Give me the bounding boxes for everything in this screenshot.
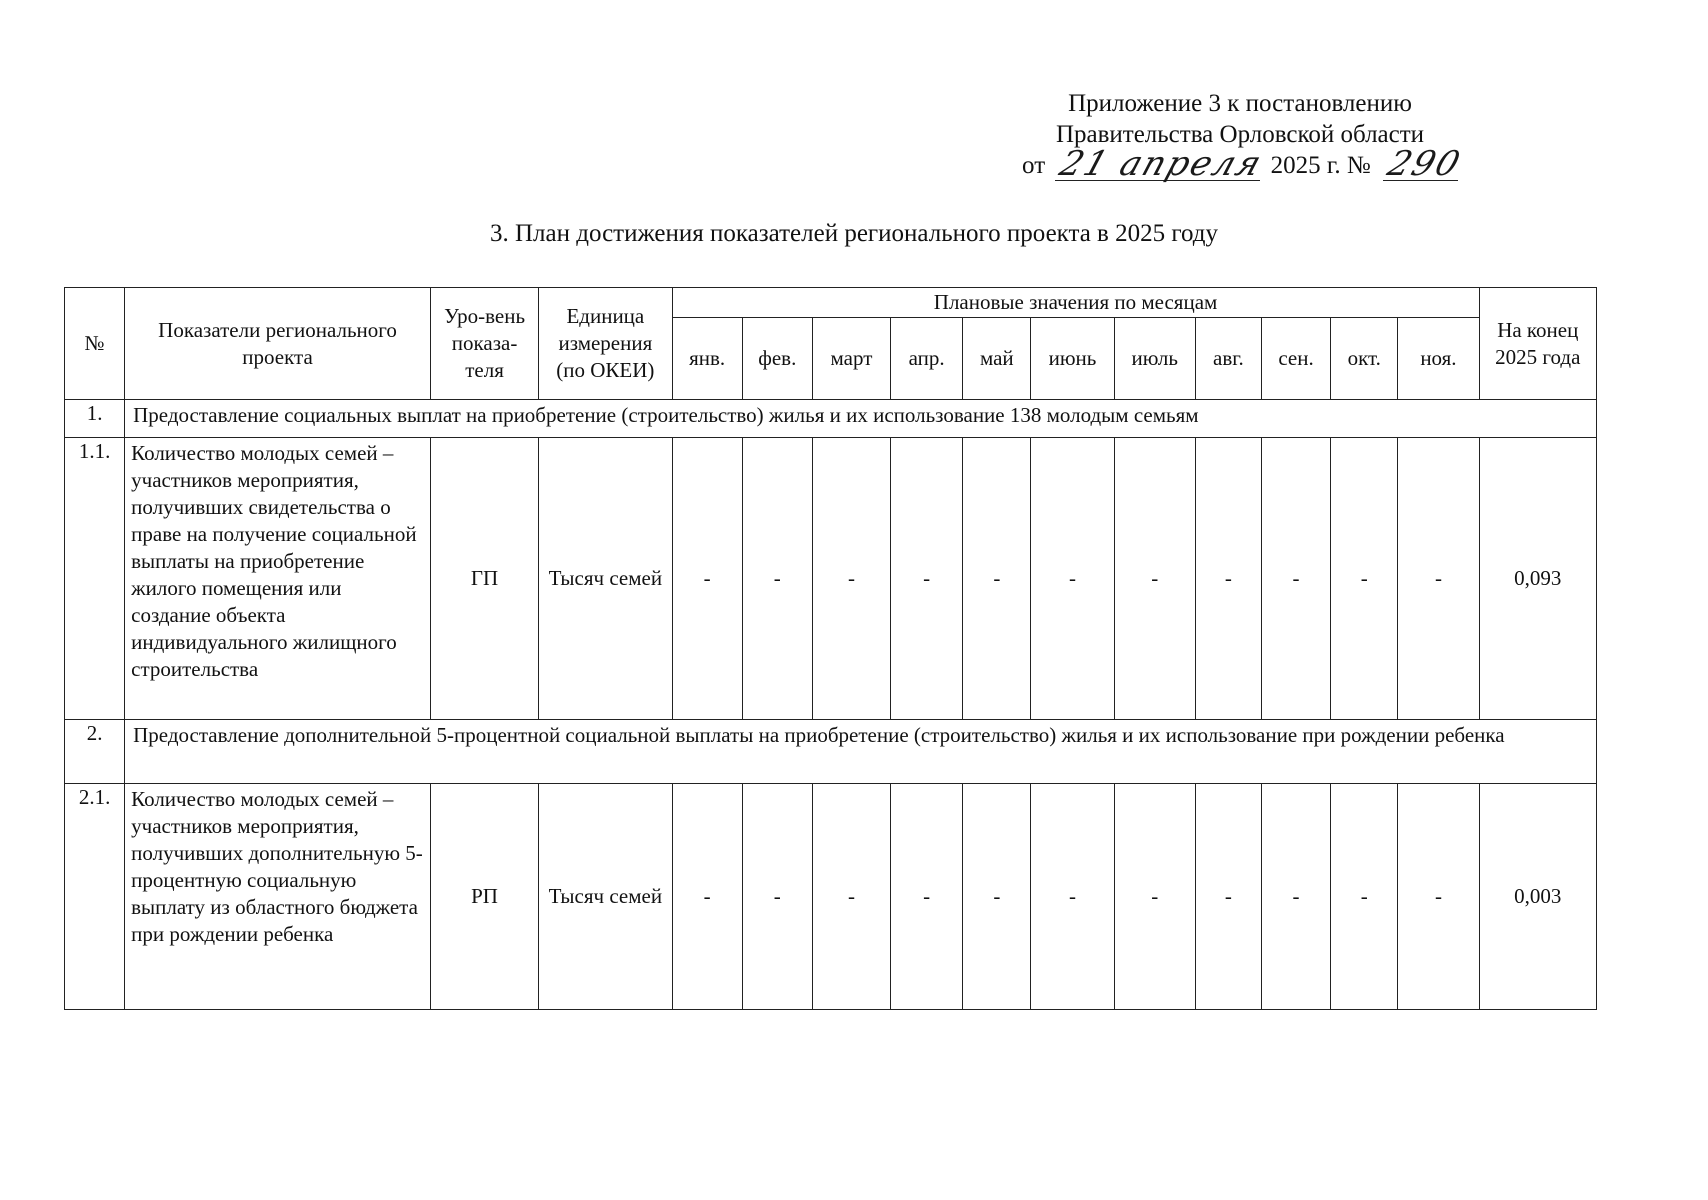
month-header: ноя. — [1398, 318, 1479, 400]
section-title: Предоставление дополнительной 5-процентной социальной выплаты на приобретение (строительство) жилья и их использование при рождении ребенка — [125, 720, 1597, 784]
document-header — [1000, 88, 1480, 184]
month-header: фев. — [742, 318, 812, 400]
month-header: апр. — [891, 318, 963, 400]
month-value: - — [1195, 438, 1261, 720]
month-value: - — [963, 438, 1031, 720]
month-header: май — [963, 318, 1031, 400]
header-end-year: На конец 2025 года — [1479, 288, 1596, 400]
section-row — [65, 400, 1597, 438]
year-text: 2025 г. № — [1270, 152, 1371, 179]
row-num: 2.1. — [65, 784, 125, 1010]
header-level: Уро-вень показа-теля — [430, 288, 538, 400]
month-header: авг. — [1195, 318, 1261, 400]
section-title: Предоставление социальных выплат на приобретение (строительство) жилья и их использование 138 молодым семьям — [125, 400, 1597, 438]
row-num: 1.1. — [65, 438, 125, 720]
month-value: - — [1331, 438, 1398, 720]
month-value: - — [672, 438, 742, 720]
header-indicator: Показатели регионального проекта — [125, 288, 431, 400]
indicator-name: Количество молодых семей – участников мероприятия, получивших свидетельства о праве на получение социальной выплаты на приобретение жилого помещения или создание объекта индивидуального жилищного строительства — [125, 438, 431, 720]
table-row — [65, 438, 1597, 720]
month-value: - — [742, 438, 812, 720]
document-title: 3. План достижения показателей регионального проекта в 2025 году — [489, 220, 1218, 247]
indicator-name: Количество молодых семей – участников мероприятия, получивших дополнительную 5-процентную социальную выплату из областного бюджета при рождении ребенка — [125, 784, 431, 1010]
header-unit: Единица измерения (по ОКЕИ) — [539, 288, 672, 400]
table-row — [65, 784, 1597, 1010]
month-value: - — [1195, 784, 1261, 1010]
header-line-3 — [1000, 144, 1480, 184]
number-field — [1382, 144, 1467, 184]
month-header: июнь — [1031, 318, 1114, 400]
section-row — [65, 720, 1597, 784]
month-header: сен. — [1261, 318, 1330, 400]
handwritten-date: 21 апреля — [1055, 144, 1269, 184]
month-value: - — [891, 784, 963, 1010]
month-header: янв. — [672, 318, 742, 400]
month-value: - — [1031, 438, 1114, 720]
plan-table — [64, 287, 1597, 1010]
handwritten-number: 290 — [1382, 144, 1467, 184]
section-num: 1. — [65, 400, 125, 438]
month-value: - — [1114, 784, 1195, 1010]
end-year-value: 0,003 — [1479, 784, 1596, 1010]
month-header: март — [812, 318, 890, 400]
date-field — [1055, 144, 1269, 184]
indicator-unit: Тысяч семей — [539, 784, 672, 1010]
month-value: - — [812, 438, 890, 720]
month-value: - — [812, 784, 890, 1010]
month-value: - — [891, 438, 963, 720]
header-planned: Плановые значения по месяцам — [672, 288, 1479, 318]
month-value: - — [672, 784, 742, 1010]
indicator-level: РП — [430, 784, 538, 1010]
month-header: окт. — [1331, 318, 1398, 400]
month-value: - — [742, 784, 812, 1010]
section-num: 2. — [65, 720, 125, 784]
indicator-unit: Тысяч семей — [539, 438, 672, 720]
header-line-2: Правительства Орловской области — [1055, 121, 1425, 148]
header-num: № — [65, 288, 125, 400]
month-value: - — [1261, 784, 1330, 1010]
month-value: - — [1331, 784, 1398, 1010]
month-value: - — [1114, 438, 1195, 720]
indicator-level: ГП — [430, 438, 538, 720]
date-prefix: от — [1022, 152, 1046, 179]
header-line-1: Приложение 3 к постановлению — [1068, 90, 1412, 117]
month-value: - — [1031, 784, 1114, 1010]
end-year-value: 0,093 — [1479, 438, 1596, 720]
month-value: - — [1261, 438, 1330, 720]
month-value: - — [963, 784, 1031, 1010]
month-value: - — [1398, 438, 1479, 720]
month-value: - — [1398, 784, 1479, 1010]
month-header: июль — [1114, 318, 1195, 400]
